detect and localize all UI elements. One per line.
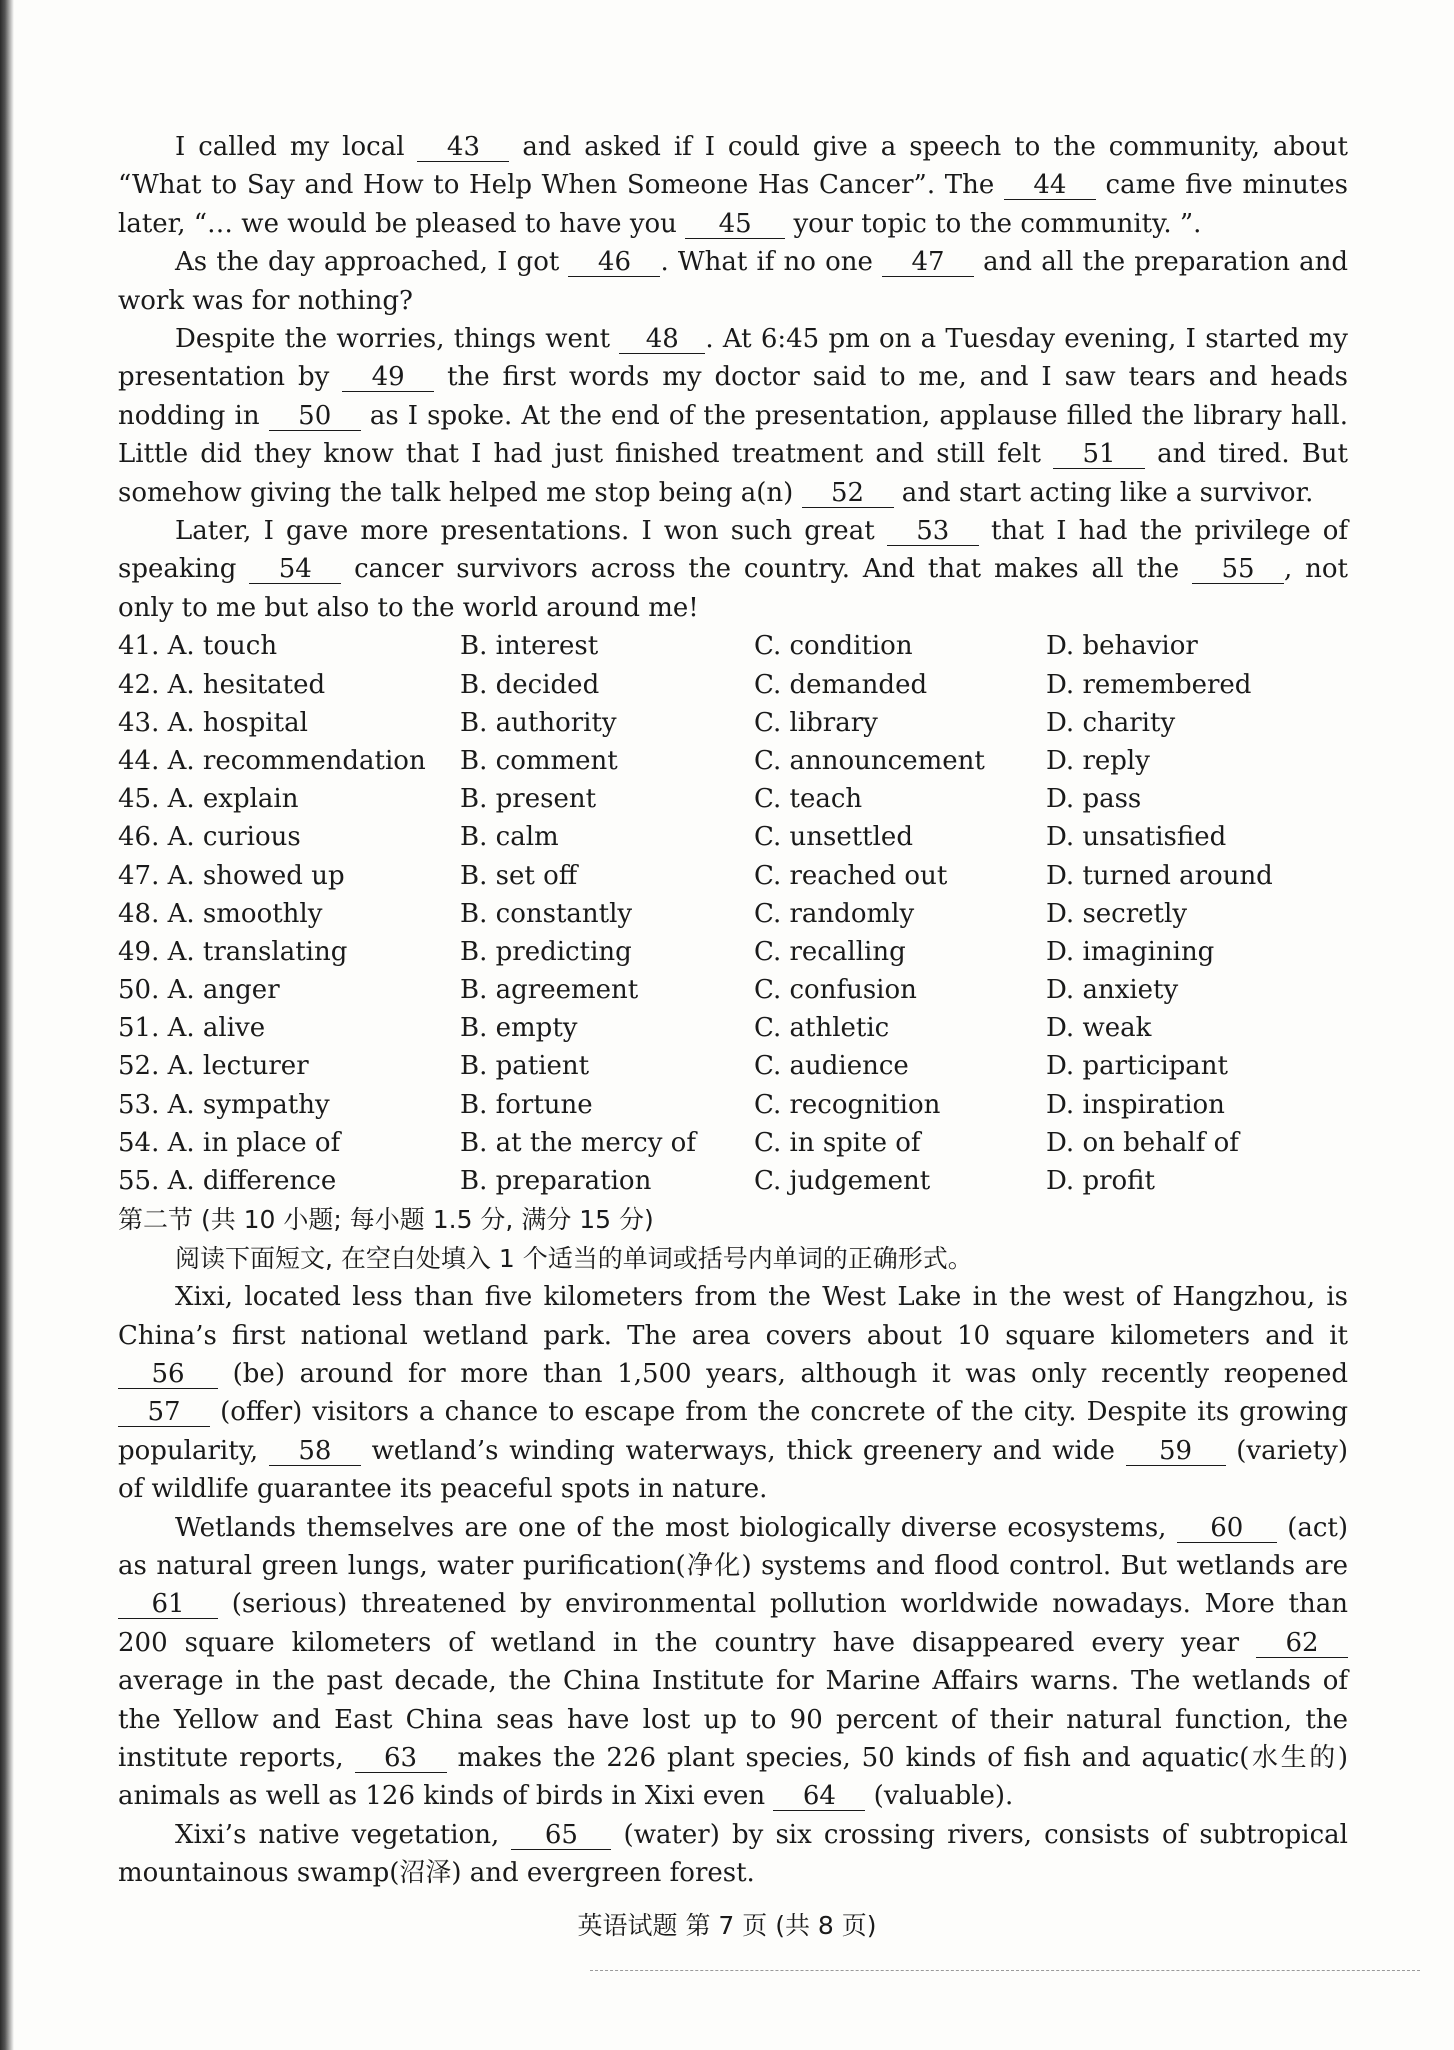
option-row: [118, 627, 1348, 665]
option-c: C. in spite of: [754, 1127, 921, 1158]
option-d: D. secretly: [1046, 898, 1188, 929]
option-c: C. audience: [754, 1051, 909, 1082]
page-footer: 英语试题 第 7 页 (共 8 页): [577, 1911, 877, 1940]
option-a: 46. A. curious: [118, 822, 301, 853]
option-b: B. decided: [460, 669, 600, 700]
option-row: [118, 1086, 1348, 1124]
option-d: D. reply: [1046, 745, 1150, 776]
option-row: [118, 1047, 1348, 1085]
blank-46: 46: [568, 248, 660, 277]
option-d: D. weak: [1046, 1013, 1152, 1044]
text-run: Despite the worries, things went: [175, 324, 620, 355]
blank-62: 62: [1256, 1629, 1348, 1658]
option-d: D. charity: [1046, 707, 1176, 738]
option-b: B. calm: [460, 822, 559, 853]
option-a: 52. A. lecturer: [118, 1051, 309, 1082]
option-b: B. preparation: [460, 1166, 652, 1196]
text-run: . What if no one: [660, 247, 883, 278]
text-run: wetland’s winding waterways, thick greenery and wide: [360, 1435, 1126, 1466]
option-row: [118, 818, 1348, 856]
cloze-paragraph-1: [118, 128, 1348, 243]
option-a: 48. A. smoothly: [118, 898, 323, 929]
option-d: D. remembered: [1046, 669, 1252, 700]
option-d: D. inspiration: [1046, 1089, 1225, 1120]
option-row: [118, 1009, 1348, 1047]
option-c: C. reached out: [754, 860, 948, 891]
text-run: came five minutes later, “… we would be pleased to have you: [118, 170, 1348, 239]
text-run: the first words my doctor said to me, and I saw tears and heads nodding in: [118, 362, 1348, 431]
grammar-paragraph-1: [118, 1278, 1348, 1508]
text-run: (act) as natural green lungs, water purification(净化) systems and flood control. But wetlands are: [118, 1512, 1348, 1581]
text-run: and all the preparation and work was for nothing?: [118, 247, 1348, 316]
option-d: D. on behalf of: [1046, 1127, 1239, 1158]
option-b: B. empty: [460, 1013, 578, 1044]
option-a: 44. A. recommendation: [118, 745, 426, 776]
blank-59: 59: [1126, 1437, 1226, 1466]
grammar-paragraph-2: [118, 1509, 1348, 1816]
blank-56: 56: [118, 1360, 218, 1389]
blank-60: 60: [1177, 1514, 1277, 1543]
answer-options-table: [118, 627, 1348, 1200]
option-row: [118, 933, 1348, 971]
text-run: (offer) visitors a chance to escape from the concrete of the city. Despite its growing popularity,: [118, 1397, 1348, 1466]
text-run: Xixi, located less than five kilometers from the West Lake in the west of Hangzhou, is China’s first national wetland park. The area covers about 10 square kilometers and it: [118, 1282, 1348, 1351]
page-content: [118, 128, 1348, 1893]
blank-65: 65: [511, 1821, 611, 1850]
option-b: B. comment: [460, 745, 618, 776]
option-c: C. teach: [754, 784, 863, 815]
cloze-paragraph-2: [118, 243, 1348, 320]
option-row: [118, 1162, 1348, 1200]
option-a: 50. A. anger: [118, 975, 280, 1006]
option-d: D. turned around: [1046, 860, 1273, 891]
option-b: B. at the mercy of: [460, 1127, 696, 1158]
blank-51: 51: [1053, 440, 1145, 469]
option-a: 54. A. in place of: [118, 1127, 341, 1158]
option-c: C. library: [754, 707, 878, 738]
text-run: I called my local: [175, 132, 418, 162]
option-a: 47. A. showed up: [118, 860, 345, 891]
cloze-paragraph-3: [118, 320, 1348, 512]
text-run: Wetlands themselves are one of the most biologically diverse ecosystems,: [175, 1512, 1177, 1543]
text-run: that I had the privilege of speaking: [118, 516, 1349, 585]
blank-55: 55: [1192, 555, 1284, 584]
blank-54: 54: [249, 555, 341, 584]
blank-63: 63: [355, 1744, 447, 1773]
option-d: D. behavior: [1046, 631, 1198, 662]
option-a: 43. A. hospital: [118, 707, 308, 738]
blank-50: 50: [269, 402, 361, 431]
option-row: [118, 971, 1348, 1009]
text-run: . At 6:45 pm on a Tuesday evening, I started my presentation by: [118, 324, 1348, 393]
option-d: D. participant: [1046, 1051, 1228, 1082]
option-a: 55. A. difference: [118, 1166, 337, 1196]
option-c: C. unsettled: [754, 822, 913, 853]
option-c: C. condition: [754, 631, 913, 662]
option-b: B. constantly: [460, 898, 633, 929]
option-a: 41. A. touch: [118, 631, 278, 662]
blank-61: 61: [118, 1590, 218, 1619]
option-b: B. present: [460, 784, 597, 815]
option-b: B. fortune: [460, 1089, 593, 1120]
option-row: [118, 1124, 1348, 1162]
option-row: [118, 856, 1348, 894]
option-c: C. announcement: [754, 745, 985, 776]
text-run: makes the 226 plant species, 50 kinds of fish and aquatic(水生的) animals as well as 126 kinds of birds in Xixi even: [118, 1742, 1348, 1812]
grammar-paragraph-3: [118, 1816, 1348, 1893]
blank-64: 64: [773, 1782, 865, 1811]
option-d: D. unsatisfied: [1046, 822, 1227, 853]
scan-dashed-rule: [590, 1970, 1420, 1971]
option-b: B. patient: [460, 1051, 590, 1082]
option-d: D. pass: [1046, 784, 1142, 815]
blank-58: 58: [269, 1437, 361, 1466]
text-run: (serious) threatened by environmental pollution worldwide nowadays. More than 200 square kilometers of wetland in the country have disappeared every year: [118, 1589, 1348, 1658]
option-a: 45. A. explain: [118, 784, 299, 815]
text-run: average in the past decade, the China Institute for Marine Affairs warns. The wetlands of the Yellow and East China seas have lost up to 90 percent of their natural function, the institute reports,: [118, 1666, 1348, 1773]
option-b: B. agreement: [460, 975, 639, 1006]
text-run: Later, I gave more presentations. I won such great: [175, 516, 887, 547]
option-b: B. predicting: [460, 936, 632, 967]
option-d: D. anxiety: [1046, 975, 1179, 1006]
option-d: D. profit: [1046, 1166, 1155, 1196]
blank-48: 48: [619, 325, 705, 354]
text-run: and asked if I could give a speech to the community, about “What to Say and How to Help When Someone Has Cancer”. The: [118, 132, 1348, 201]
option-c: C. confusion: [754, 975, 917, 1006]
section-2-instruction: 阅读下面短文, 在空白处填入 1 个适当的单词或括号内单词的正确形式。: [175, 1244, 973, 1274]
text-run: and tired. But somehow giving the talk helped me stop being a(n): [118, 439, 1348, 508]
text-run: As the day approached, I got: [175, 247, 569, 278]
option-row: [118, 742, 1348, 780]
text-run: (water) by six crossing rivers, consists of subtropical mountainous swamp(沼泽) and evergreen forest.: [118, 1819, 1348, 1889]
text-run: and start acting like a survivor.: [893, 477, 1314, 508]
option-row: [118, 704, 1348, 742]
option-a: 49. A. translating: [118, 936, 348, 967]
option-a: 51. A. alive: [118, 1013, 266, 1044]
text-run: as I spoke. At the end of the presentation, applause filled the library hall. Little did they know that I had just finished treatment and still felt: [118, 400, 1348, 470]
scan-edge-shadow: [0, 0, 14, 2050]
option-c: C. recognition: [754, 1089, 941, 1120]
blank-49: 49: [342, 363, 434, 392]
option-c: C. demanded: [754, 669, 928, 700]
section-2-heading: 第二节 (共 10 小题; 每小题 1.5 分, 满分 15 分): [118, 1205, 654, 1235]
text-run: cancer survivors across the country. And that makes all the: [341, 554, 1192, 585]
option-row: [118, 895, 1348, 933]
option-a: 42. A. hesitated: [118, 669, 326, 700]
answer-options-body: [118, 627, 1348, 1200]
text-run: (variety) of wildlife guarantee its peaceful spots in nature.: [118, 1435, 1348, 1505]
blank-53: 53: [887, 517, 979, 546]
option-d: D. imagining: [1046, 936, 1215, 967]
text-run: Xixi’s native vegetation,: [175, 1819, 512, 1850]
option-c: C. athletic: [754, 1013, 890, 1044]
option-b: B. set off: [460, 860, 578, 891]
text-run: your topic to the community. ”.: [785, 208, 1202, 239]
option-c: C. recalling: [754, 936, 906, 967]
option-c: C. judgement: [754, 1166, 931, 1196]
option-c: C. randomly: [754, 898, 915, 929]
option-a: 53. A. sympathy: [118, 1089, 330, 1120]
blank-45: 45: [685, 210, 785, 239]
option-b: B. authority: [460, 707, 617, 738]
blank-52: 52: [802, 479, 894, 508]
text-run: (valuable).: [865, 1781, 1014, 1812]
blank-57: 57: [118, 1398, 210, 1427]
option-b: B. interest: [460, 631, 599, 662]
blank-44: 44: [1004, 171, 1096, 200]
option-row: [118, 665, 1348, 703]
cloze-paragraph-4: [118, 512, 1348, 627]
text-run: (be) around for more than 1,500 years, although it was only recently reopened: [218, 1358, 1348, 1389]
option-row: [118, 780, 1348, 818]
blank-47: 47: [882, 248, 974, 277]
blank-43: 43: [417, 133, 509, 162]
text-run: , not only to me but also to the world around me!: [118, 554, 1348, 623]
